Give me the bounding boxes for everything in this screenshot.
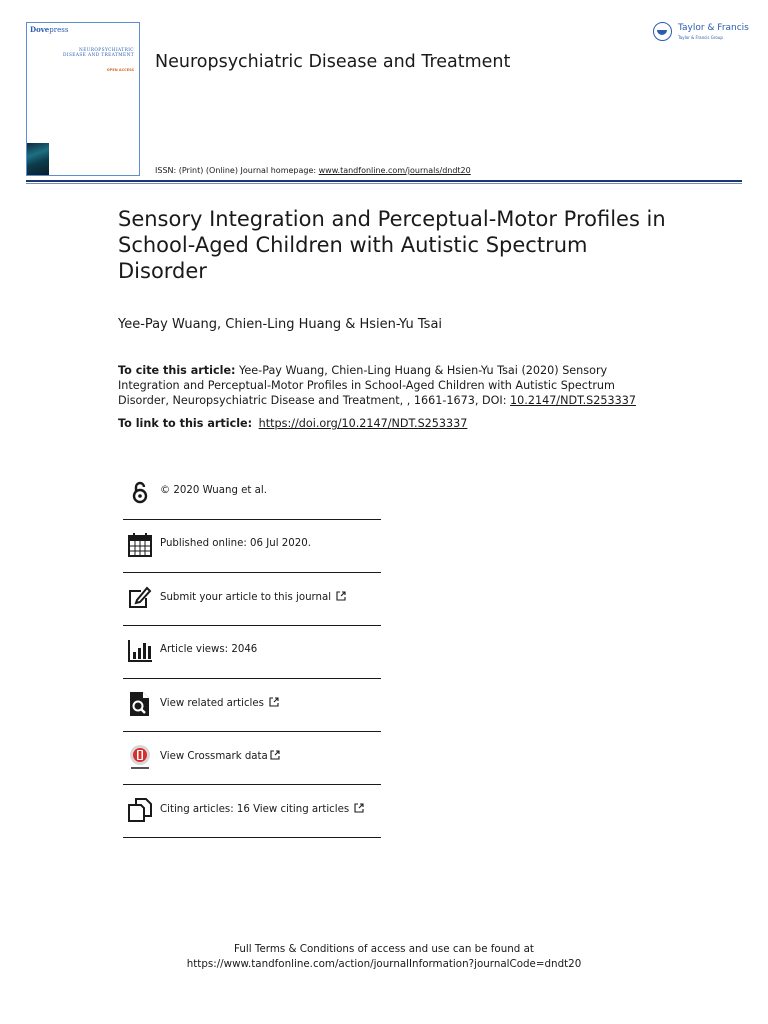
calendar-icon — [127, 532, 153, 558]
publisher-name: Taylor & Francis — [678, 23, 749, 33]
article-title: Sensory Integration and Perceptual-Motor Profiles in School-Aged Children with Autistic Spectrum Disorder — [118, 207, 666, 283]
article-info-list — [123, 467, 381, 838]
related-articles-item[interactable] — [123, 679, 381, 732]
bar-chart-icon — [127, 638, 153, 664]
crossmark-icon — [127, 744, 153, 770]
cover-brand: Dovepress — [30, 25, 69, 34]
article-views-text: Article views: 2046 — [160, 644, 258, 655]
journal-homepage-link[interactable]: www.tandfonline.com/journals/dndt20 — [318, 166, 471, 175]
external-link-icon — [269, 697, 279, 707]
citation: To cite this article: Yee-Pay Wuang, Chien-Ling Huang & Hsien-Yu Tsai (2020) Sensory Integration and Perceptual-Motor Profiles in School-Aged Children with Autistic Spectrum Disorder, Neuropsychiatric Disease and Treatment, , 1661-1673, DOI: 10.2147/NDT.S253337 — [118, 364, 636, 407]
cover-image — [27, 143, 49, 175]
doi-link[interactable]: 10.2147/NDT.S253337 — [510, 394, 636, 407]
copyright-text: © 2020 Wuang et al. — [160, 485, 267, 496]
journal-title: Neuropsychiatric Disease and Treatment — [155, 52, 511, 72]
edit-icon — [127, 585, 153, 611]
submit-article-link[interactable]: Submit your article to this journal — [160, 591, 346, 603]
issn-line: ISSN: (Print) (Online) Journal homepage: www.tandfonline.com/journals/dndt20 — [155, 166, 471, 175]
citing-articles-icon — [127, 797, 153, 823]
related-articles-link[interactable]: View related articles — [160, 697, 279, 709]
external-link-icon — [354, 803, 364, 813]
footer-terms-link[interactable]: https://www.tandfonline.com/action/journalInformation?journalCode=dndt20 — [186, 958, 582, 970]
open-access-icon — [127, 479, 153, 505]
published-online-text: Published online: 06 Jul 2020. — [160, 538, 311, 549]
cover-title: NEUROPSYCHIATRIC DISEASE AND TREATMENT — [63, 48, 134, 59]
citing-articles-item[interactable] — [123, 785, 381, 838]
journal-cover — [26, 22, 140, 176]
published-online-item — [123, 520, 381, 573]
citing-articles-link[interactable]: Citing articles: 16 View citing articles — [160, 803, 364, 815]
article-url-link[interactable]: https://doi.org/10.2147/NDT.S253337 — [258, 417, 468, 430]
article-authors: Yee-Pay Wuang, Chien-Ling Huang & Hsien-Yu Tsai — [118, 317, 443, 332]
search-document-icon — [127, 691, 153, 717]
article-views-item — [123, 626, 381, 679]
crossmark-link[interactable]: View Crossmark data — [160, 750, 280, 762]
footer-terms — [0, 942, 768, 972]
external-link-icon — [336, 591, 346, 601]
footer-line-1: Full Terms & Conditions of access and use can be found at — [234, 943, 534, 955]
publisher-subtitle: Taylor & Francis Group — [678, 35, 723, 40]
publisher-logo-icon — [653, 22, 672, 41]
header-divider — [26, 180, 742, 182]
external-link-icon — [270, 750, 280, 760]
cover-open-access: OPEN ACCESS — [106, 68, 134, 72]
article-link-line: To link to this article: https://doi.org/10.2147/NDT.S253337 — [118, 417, 468, 430]
submit-article-item[interactable] — [123, 573, 381, 626]
copyright-item — [123, 467, 381, 520]
publisher-logo — [653, 21, 748, 47]
crossmark-item[interactable] — [123, 732, 381, 785]
header-divider-thin — [26, 183, 742, 184]
